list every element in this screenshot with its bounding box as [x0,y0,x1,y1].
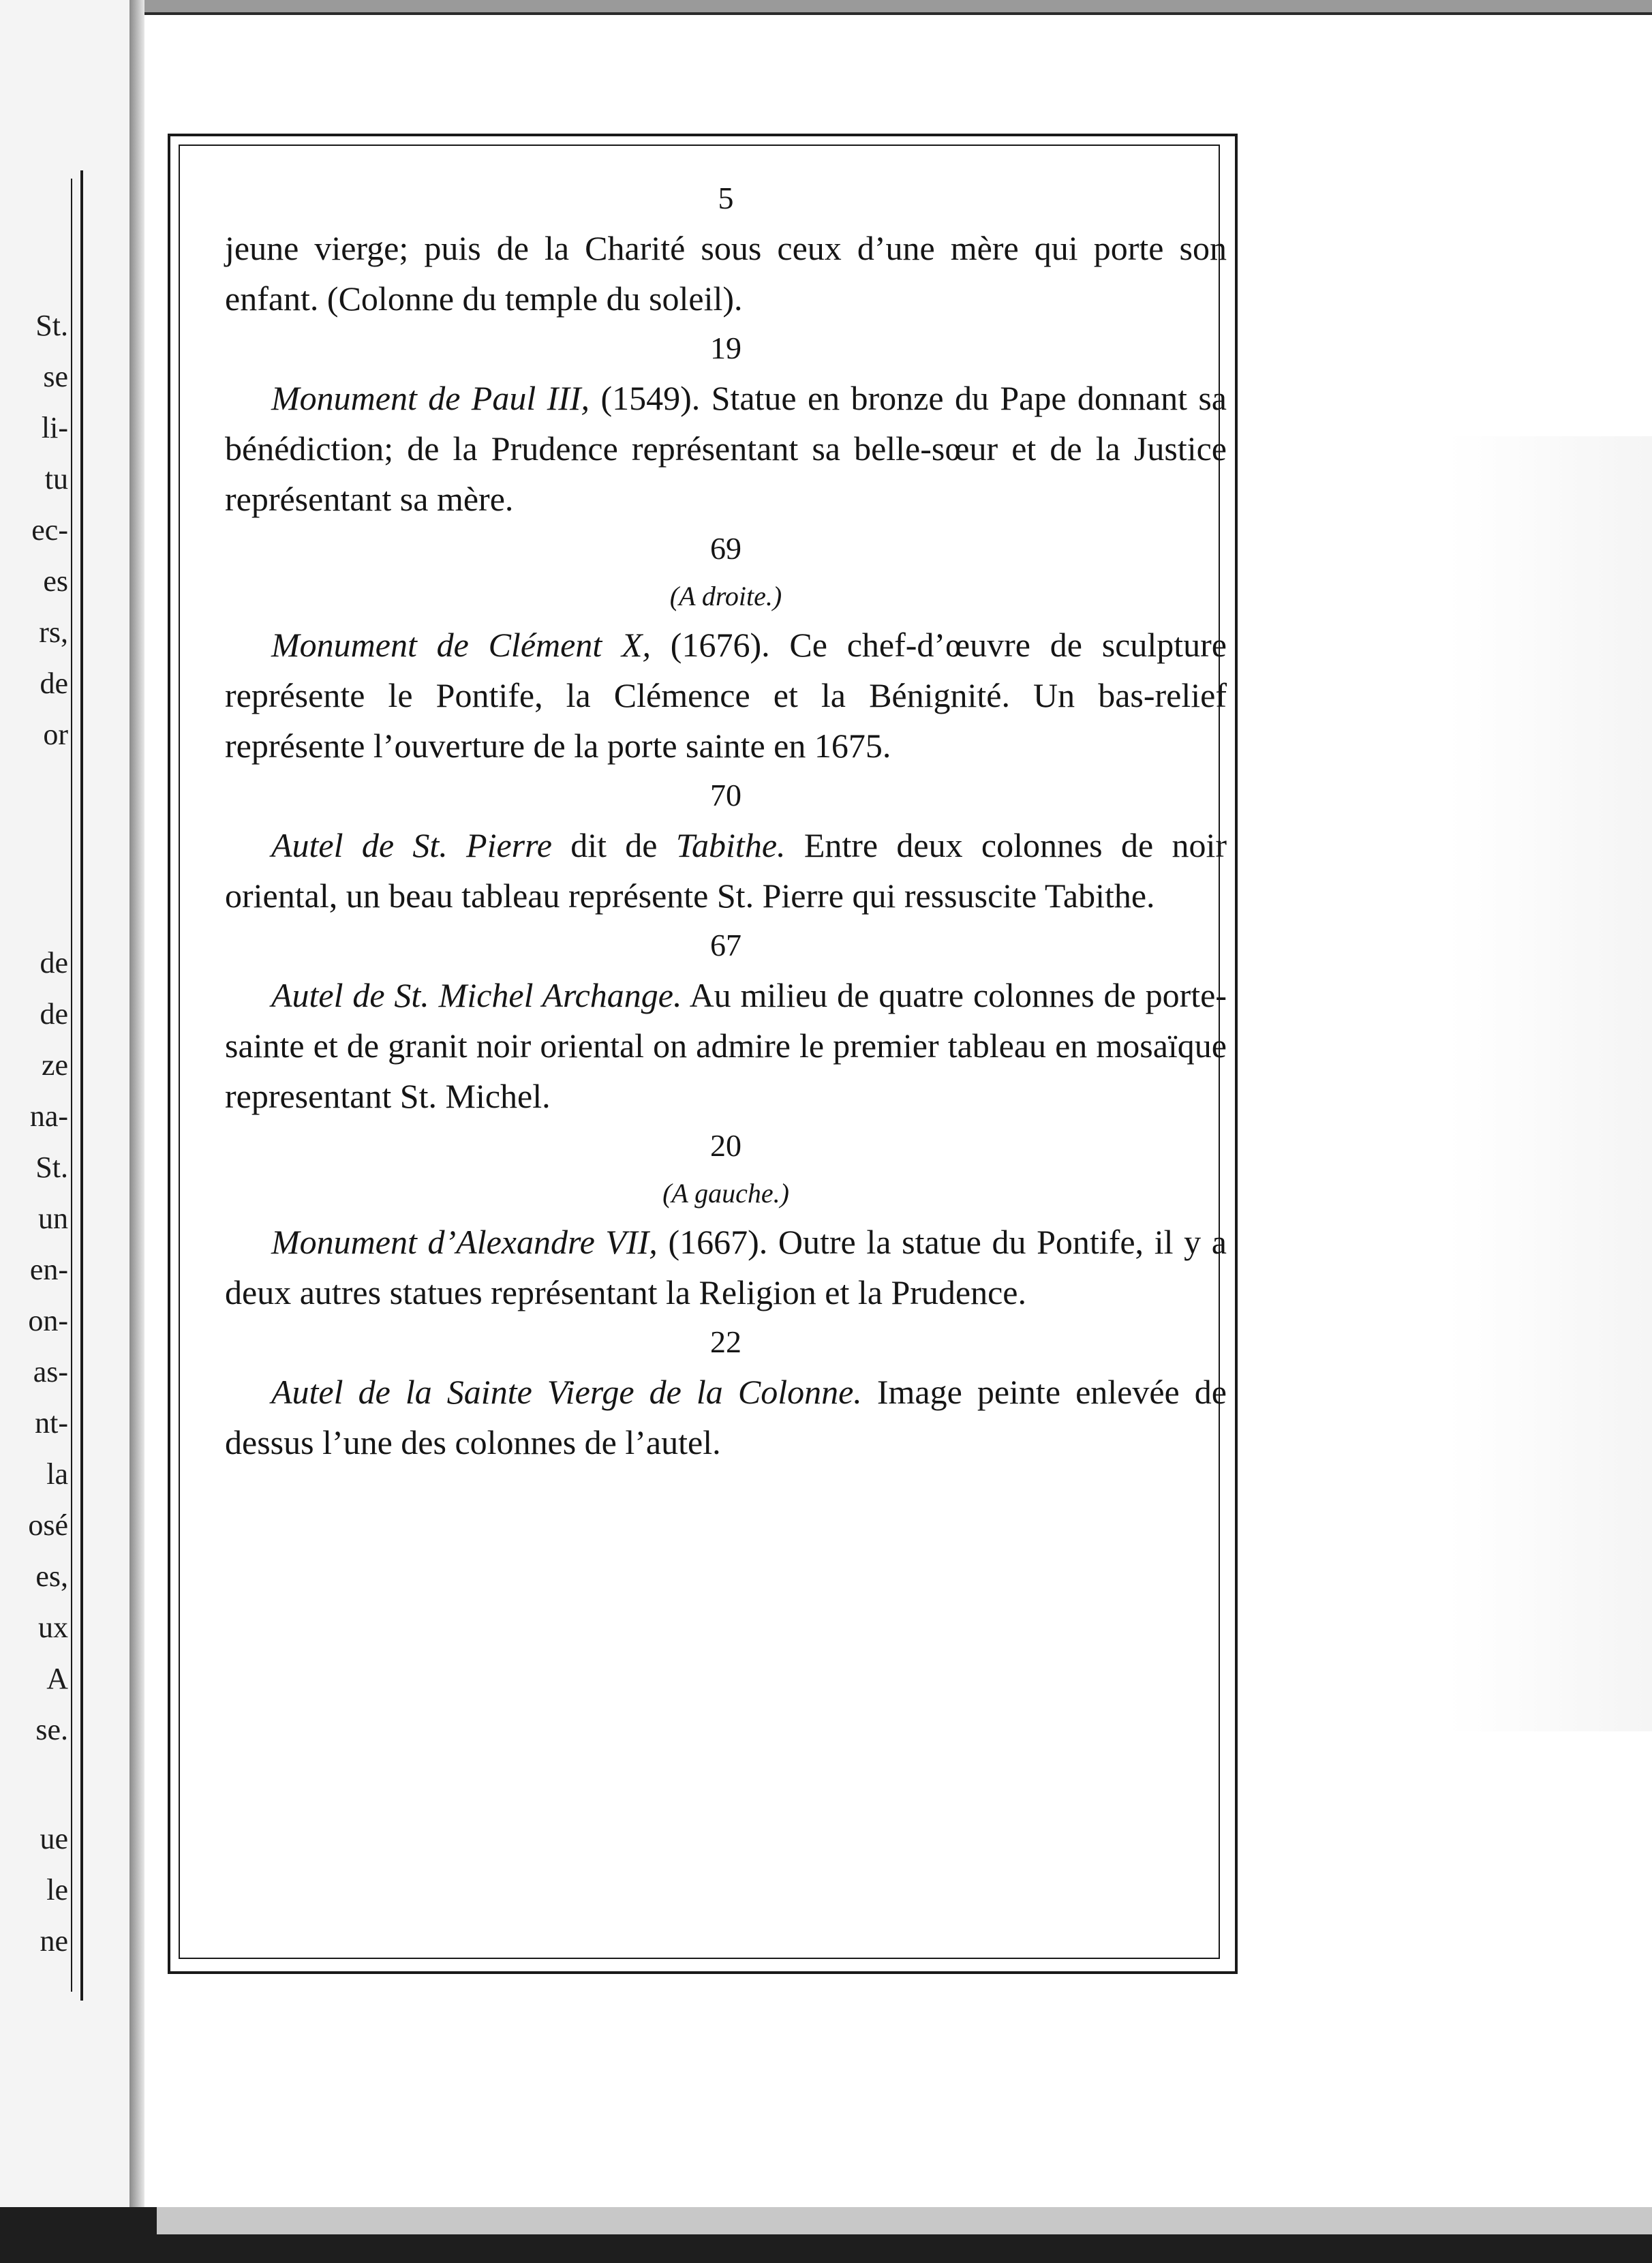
fragment: es, [35,1560,68,1593]
fragment: nt- [35,1406,68,1440]
entry-text-mid: dit de [551,826,676,864]
entry-title: Autel de St. Pierre [271,826,552,864]
entry-number: 70 [710,778,741,812]
fragment: ux [38,1611,68,1644]
fragment: tu [44,462,68,496]
fragment: en- [29,1253,68,1286]
entry-title: Monument d’Alexandre VII, [271,1223,658,1261]
intro-paragraph: jeune vierge; puis de la Charité sous ceux d’une mère qui porte son enfant. (Colonne du temple du soleil). [225,229,1227,318]
entry-title: Monument de Paul III, [271,379,590,417]
fragment: ze [41,1048,68,1082]
entry-number: 20 [710,1128,741,1163]
page-gutter [129,0,144,2208]
fragment: de [40,946,68,979]
entry-paragraph [225,820,1227,921]
fragment: le [46,1873,68,1907]
fragment: as- [33,1355,68,1388]
fragment: li- [41,411,68,444]
entry-number: 22 [710,1324,741,1359]
scan-top-shadow [143,0,1652,12]
entry-title: Autel de St. Michel Archange. [271,976,682,1014]
entry-text: Entre deux colonnes de noir oriental, un beau tableau représente St. Pierre qui ressuscite Tabithe. [225,826,1227,915]
entry-text: (1667). Outre la statue du Pontife, il y a deux autres statues représentant la Religion et la Prudence. [225,1223,1227,1311]
facing-page-text-fragments [0,300,68,1966]
fragment: or [43,718,68,751]
entry-paragraph [225,620,1227,771]
fragment: St. [35,1151,68,1184]
entry-paragraph [225,1217,1227,1318]
fragment: se. [35,1713,68,1746]
scan-shading [1448,436,1652,1731]
fragment: osé [28,1508,68,1542]
fragment: ue [40,1822,68,1855]
entry-text: Image peinte enlevée de dessus l’une des colonnes de l’autel. [225,1373,1227,1461]
entry-number: 19 [710,331,741,365]
entry-location: (A gauche.) [662,1178,789,1209]
scan-bottom-edge [0,2207,1652,2263]
entry-title: Monument de Clément X, [271,626,652,664]
facing-page [0,0,143,2263]
fragment: A [46,1662,68,1695]
entry-location: (A droite.) [669,581,782,611]
entry-title: Autel de la Sainte Vierge de la Colonne. [271,1373,862,1411]
entry-text: (1676). Ce chef-d’œuvre de sculpture représente le Pontife, la Clémence et la Bénignité. Un bas-relief représente l’ouverture de la porte sainte en 1675. [225,626,1227,765]
fragment: ec- [31,513,68,547]
entry-text: (1549). Statue en bronze du Pape donnant sa bénédiction; de la Prudence représentant sa belle-sœur et de la Justice représentant sa mère. [225,379,1227,518]
entry-number: 67 [710,928,741,962]
fragment: es [43,564,68,598]
page-content [225,174,1227,1468]
fragment: de [40,997,68,1031]
fragment: ne [40,1924,68,1958]
entry-paragraph [225,1367,1227,1468]
entry-paragraph [225,373,1227,524]
fragment: St. [35,309,68,342]
fragment: se [43,360,68,393]
entry-paragraph [225,970,1227,1121]
fragment: na- [29,1099,68,1133]
fragment: rs, [39,616,68,649]
fragment: la [46,1457,68,1491]
fragment: de [40,667,68,700]
fragment: on- [28,1304,68,1337]
entry-number: 69 [710,531,741,566]
entry-text: Au milieu de quatre colonnes de porte-sainte et de granit noir oriental on admire le premier tableau en mosaïque representant St. Michel. [225,976,1227,1115]
fragment: un [38,1202,68,1235]
entry-title-secondary: Tabithe. [675,826,786,864]
page-number: 5 [718,181,734,215]
